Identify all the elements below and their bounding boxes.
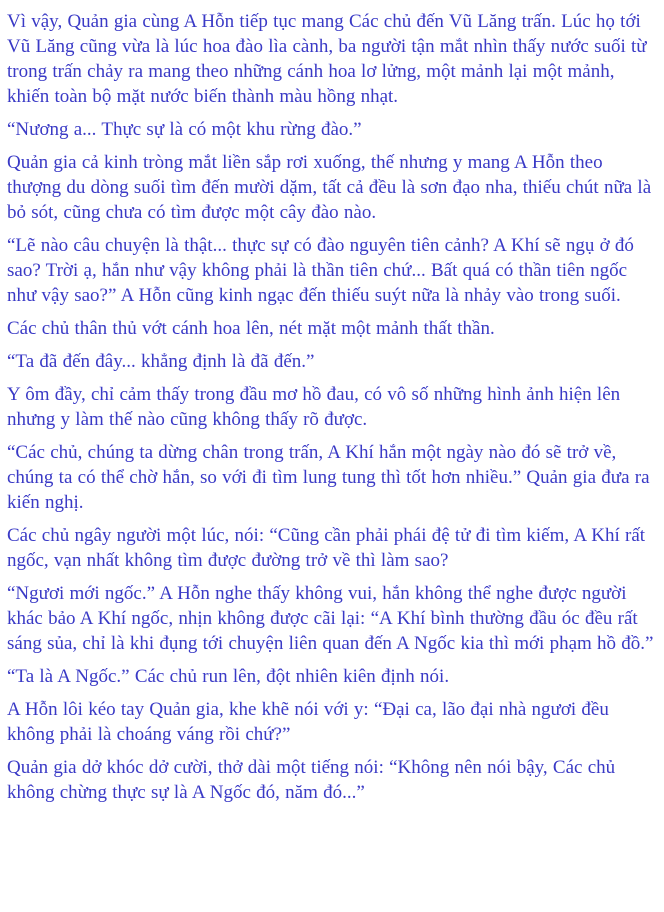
paragraph: A Hỗn lôi kéo tay Quản gia, khe khẽ nói với y: “Đại ca, lão đại nhà ngươi đều không phải là choáng váng rồi chứ?” xyxy=(7,699,609,745)
paragraph: Các chủ ngây người một lúc, nói: “Cũng cần phải phái đệ tử đi tìm kiếm, A Khí rất ngốc, vạn nhất không tìm được đường trở về thì làm sao? xyxy=(7,525,646,571)
story-text xyxy=(7,9,657,805)
paragraph: “Các chủ, chúng ta dừng chân trong trấn, A Khí hắn một ngày nào đó sẽ trở về, chúng ta có thể chờ hắn, so với đi tìm lung tung thì tốt hơn nhiều.” Quản gia đưa ra kiến nghị. xyxy=(7,442,650,513)
paragraph: “Ngươi mới ngốc.” A Hỗn nghe thấy không vui, hắn không thể nghe được người khác bảo A Khí ngốc, nhịn không được cãi lại: “A Khí bình thường đầu óc đều rất sáng sủa, chỉ là khi đụng tới chuyện liên quan đến A Ngốc kia thì mới phạm hồ đồ.” xyxy=(7,583,654,654)
paragraph: “Ta là A Ngốc.” Các chủ run lên, đột nhiên kiên định nói. xyxy=(7,666,450,687)
paragraph: Quản gia cả kinh tròng mắt liền sắp rơi xuống, thế nhưng y mang A Hỗn theo thượng du dòng suối tìm đến mười dặm, tất cả đều là sơn đạo nha, thiếu chút nữa là bỏ sót, cũng chưa có tìm được một cây đào nào. xyxy=(7,152,652,223)
paragraph: Y ôm đầy, chỉ cảm thấy trong đầu mơ hồ đau, có vô số những hình ảnh hiện lên nhưng y làm thế nào cũng không thấy rõ được. xyxy=(7,384,621,430)
paragraph: “Lẽ nào câu chuyện là thật... thực sự có đào nguyên tiên cảnh? A Khí sẽ ngụ ở đó sao? Trời ạ, hắn như vậy không phải là thần tiên chứ... Bất quá có thần tiên ngốc như vậy sao?” A Hỗn cũng kinh ngạc đến thiếu suýt nữa là nhảy vào trong suối. xyxy=(7,235,634,306)
paragraph: Quản gia dở khóc dở cười, thở dài một tiếng nói: “Không nên nói bậy, Các chủ không chừng thực sự là A Ngốc đó, năm đó...” xyxy=(7,757,616,803)
paragraph: “Nương a... Thực sự là có một khu rừng đào.” xyxy=(7,119,362,140)
paragraph: Các chủ thân thủ vớt cánh hoa lên, nét mặt một mảnh thất thần. xyxy=(7,318,495,339)
paragraph: Vì vậy, Quản gia cùng A Hỗn tiếp tục mang Các chủ đến Vũ Lăng trấn. Lúc họ tới Vũ Lăng cũng vừa là lúc hoa đào lìa cành, ba người tận mắt nhìn thấy nước suối từ trong trấn chảy ra mang theo những cánh hoa lơ lửng, một mảnh lại một mảnh, khiến toàn bộ mặt nước biến thành màu hồng nhạt. xyxy=(7,11,647,107)
paragraph: “Ta đã đến đây... khẳng định là đã đến.” xyxy=(7,351,315,372)
